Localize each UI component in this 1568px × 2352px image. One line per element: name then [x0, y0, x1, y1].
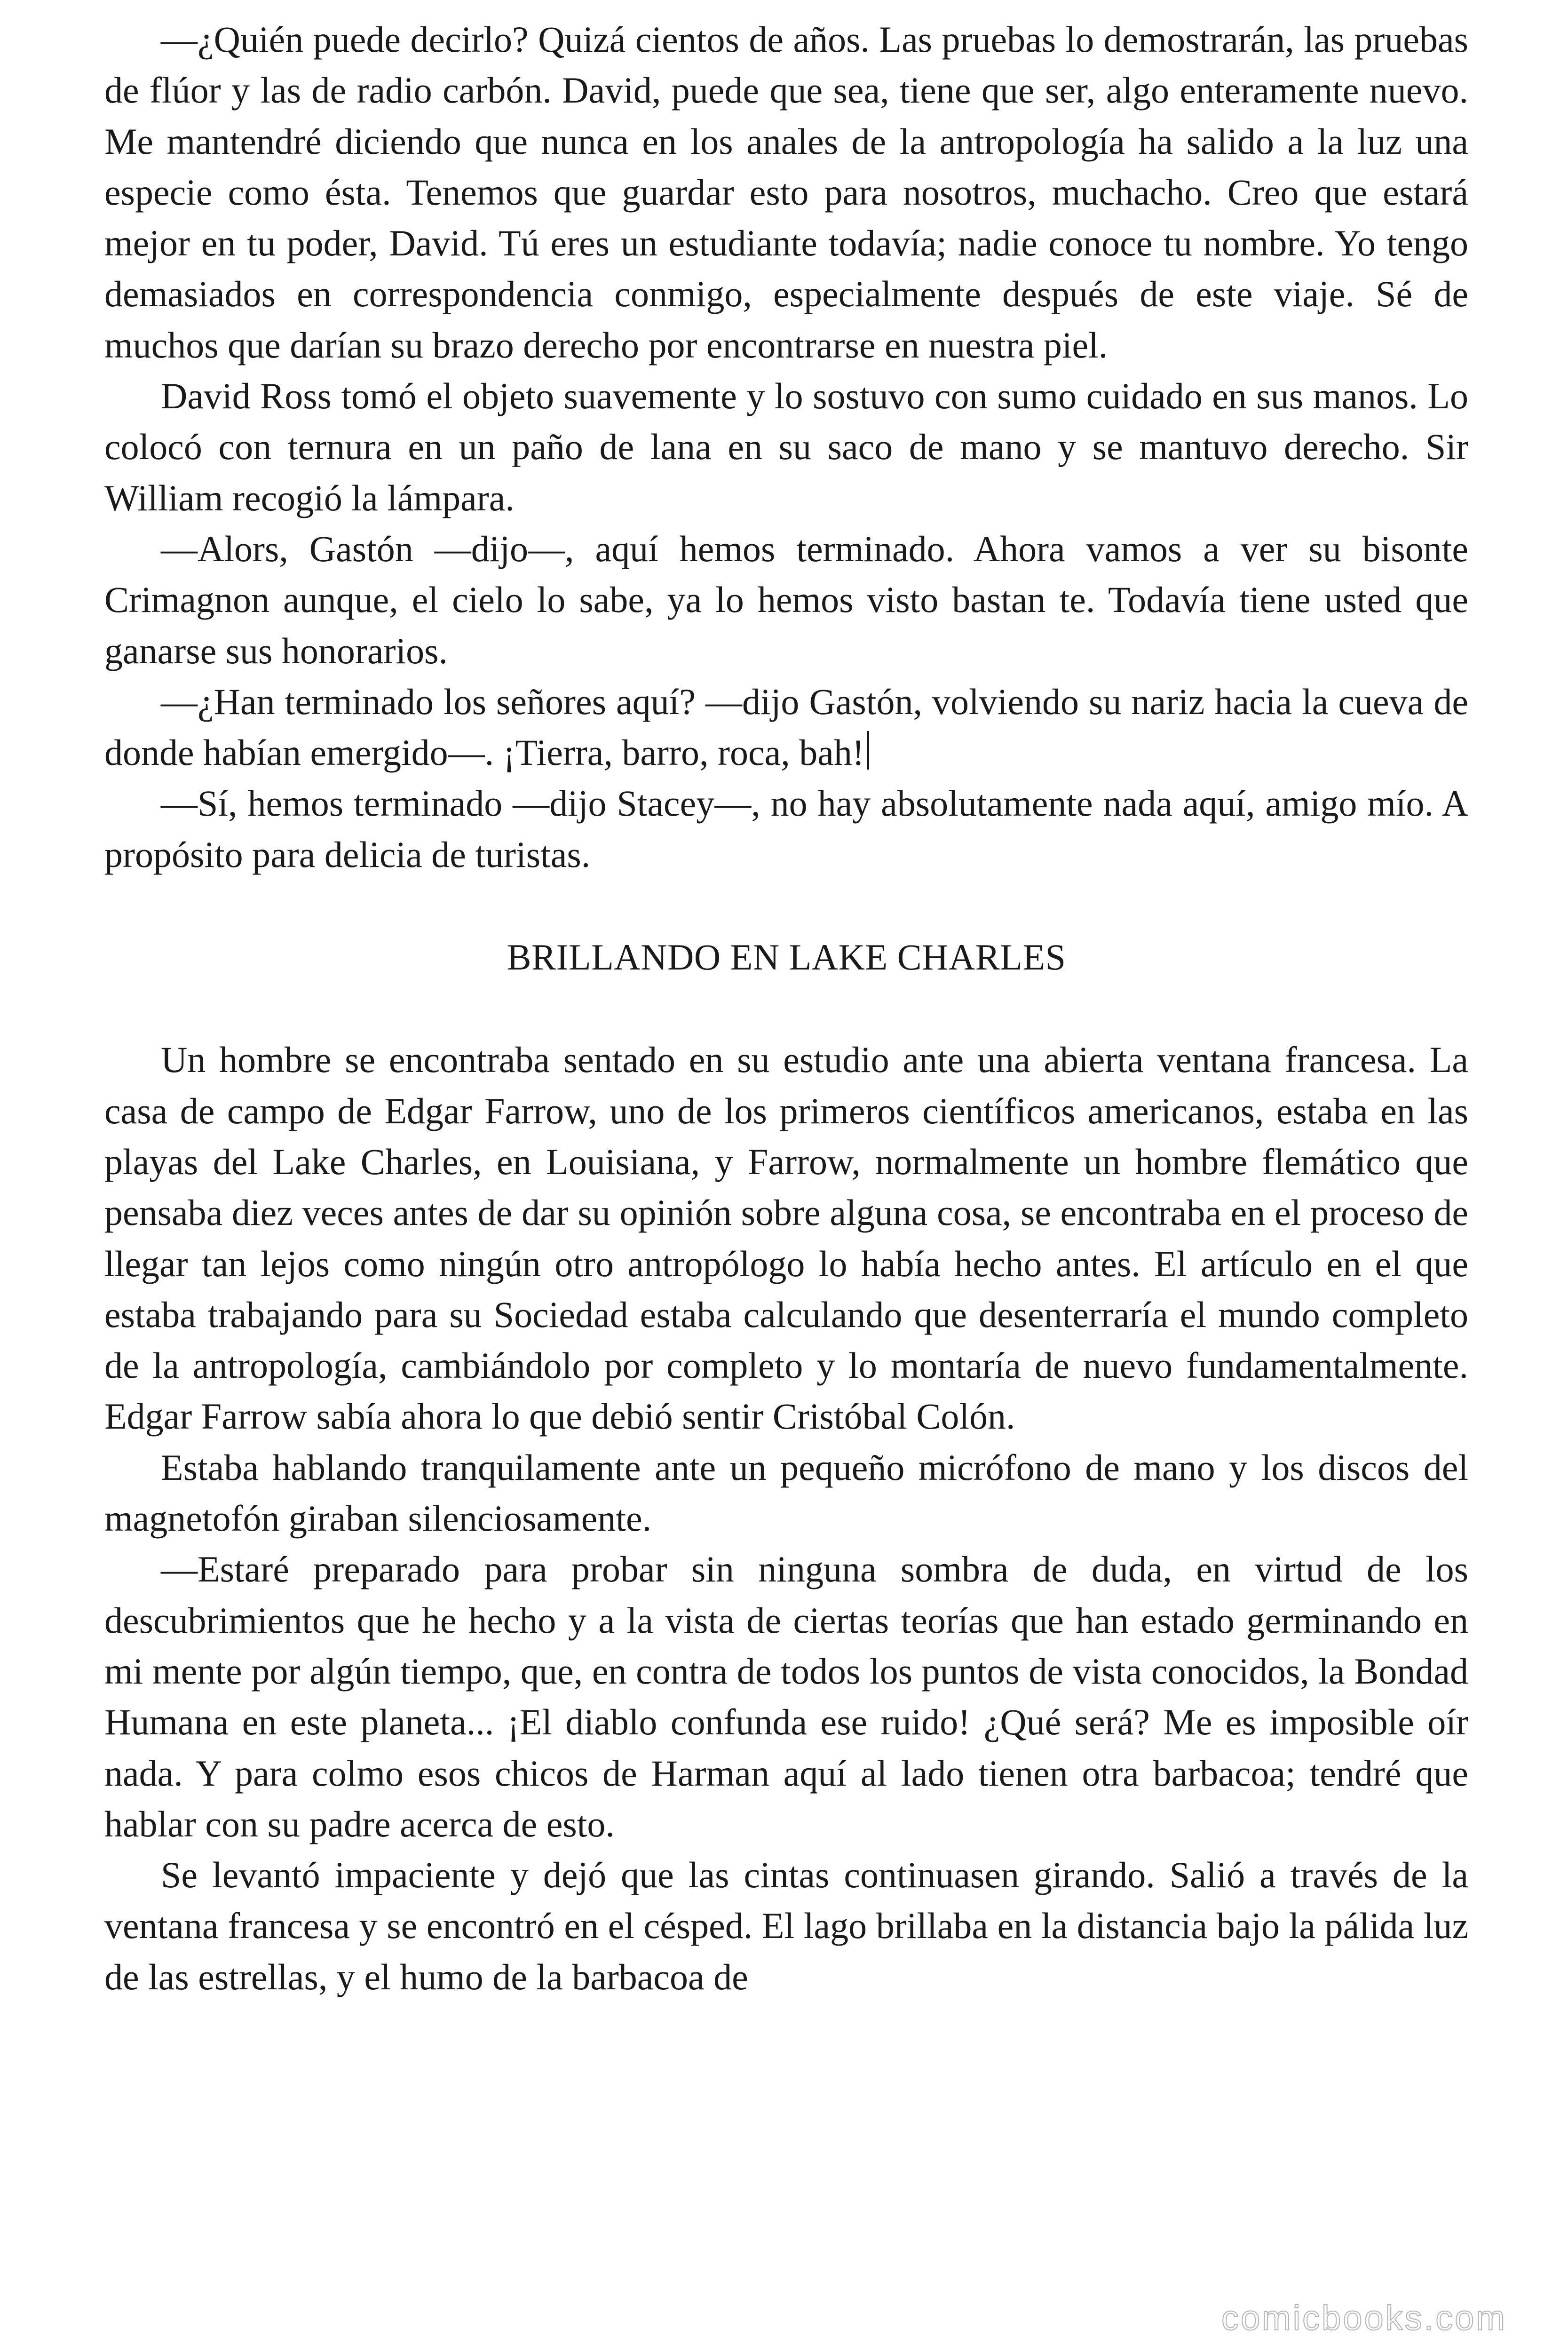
- section-title: BRILLANDO EN LAKE CHARLES: [507, 937, 1066, 978]
- paragraph: —Estaré preparado para probar sin ninguna sombra de duda, en virtud de los descubrimientos que he hecho y a la vista de ciertas teorías que han estado germinando en mi mente por algún tiempo, que, en contra de todos los puntos de vista conocidos, la Bondad Humana en este planeta... ¡El diablo confunda ese ruido! ¿Qué será? Me es imposible oír nada. Y para colmo esos chicos de Harman aquí al lado tienen otra barbacoa; tendré que hablar con su padre acerca de esto.: [104, 1549, 1468, 1844]
- paragraph: —Alors, Gastón —dijo—, aquí hemos terminado. Ahora vamos a ver su bisonte Crimagnon aunque, el cielo lo sabe, ya lo hemos visto bastan te. Todavía tiene usted que ganarse sus honorarios.: [104, 528, 1468, 671]
- paragraph: Estaba hablando tranquilamente ante un pequeño micrófono de mano y los discos del magnetofón giraban silenciosamente.: [104, 1446, 1468, 1539]
- page-body: [104, 14, 1468, 2002]
- paragraph: David Ross tomó el objeto suavemente y lo sostuvo con sumo cuidado en sus manos. Lo colocó con ternura en un paño de lana en su saco de mano y se mantuvo derecho. Sir William recogió la lámpara.: [104, 375, 1468, 518]
- paragraph-with-cursor: [104, 676, 1468, 779]
- paragraph: Un hombre se encontraba sentado en su estudio ante una abierta ventana francesa. La casa de campo de Edgar Farrow, uno de los primeros científicos americanos, estaba en las playas del Lake Charles, en Louisiana, y Farrow, normalmente un hombre flemático que pensaba diez veces antes de dar su opinión sobre alguna cosa, se encontraba en el proceso de llegar tan lejos como ningún otro antropólogo lo había hecho antes. El artículo en el que estaba trabajando para su Sociedad estaba calculando que desenterraría el mundo completo de la antropología, cambiándolo por completo y lo montaría de nuevo fundamentalmente. Edgar Farrow sabía ahora lo que debió sentir Cristóbal Colón.: [104, 1039, 1468, 1437]
- paragraph: —Sí, hemos terminado —dijo Stacey—, no hay absolutamente nada aquí, amigo mío. A propósito para delicia de turistas.: [104, 783, 1468, 875]
- text-cursor: [867, 731, 869, 770]
- paragraph: Se levantó impaciente y dejó que las cintas continuasen girando. Salió a través de la ventana francesa y se encontró en el césped. El lago brillaba en la distancia bajo la pálida luz de las estrellas, y el humo de la barbacoa de: [104, 1854, 1468, 1997]
- watermark: comicbooks.com: [1221, 2298, 1507, 2337]
- paragraph: —¿Quién puede decirlo? Quizá cientos de años. Las pruebas lo demostrarán, las pruebas de flúor y las de radio carbón. David, puede que sea, tiene que ser, algo enteramente nuevo. Me mantendré diciendo que nunca en los anales de la antropología ha salido a la luz una especie como ésta. Tenemos que guardar esto para nosotros, muchacho. Creo que estará mejor en tu poder, David. Tú eres un estudiante todavía; nadie conoce tu nombre. Yo tengo demasiados en correspondencia conmigo, especialmente después de este viaje. Sé de muchos que darían su brazo derecho por encontrarse en nuestra piel.: [104, 19, 1468, 366]
- paragraph-text: —¿Han terminado los señores aquí? —dijo Gastón, volviendo su nariz hacia la cueva de donde habían emergido—. ¡Tierra, barro, roca, bah!: [104, 681, 1468, 773]
